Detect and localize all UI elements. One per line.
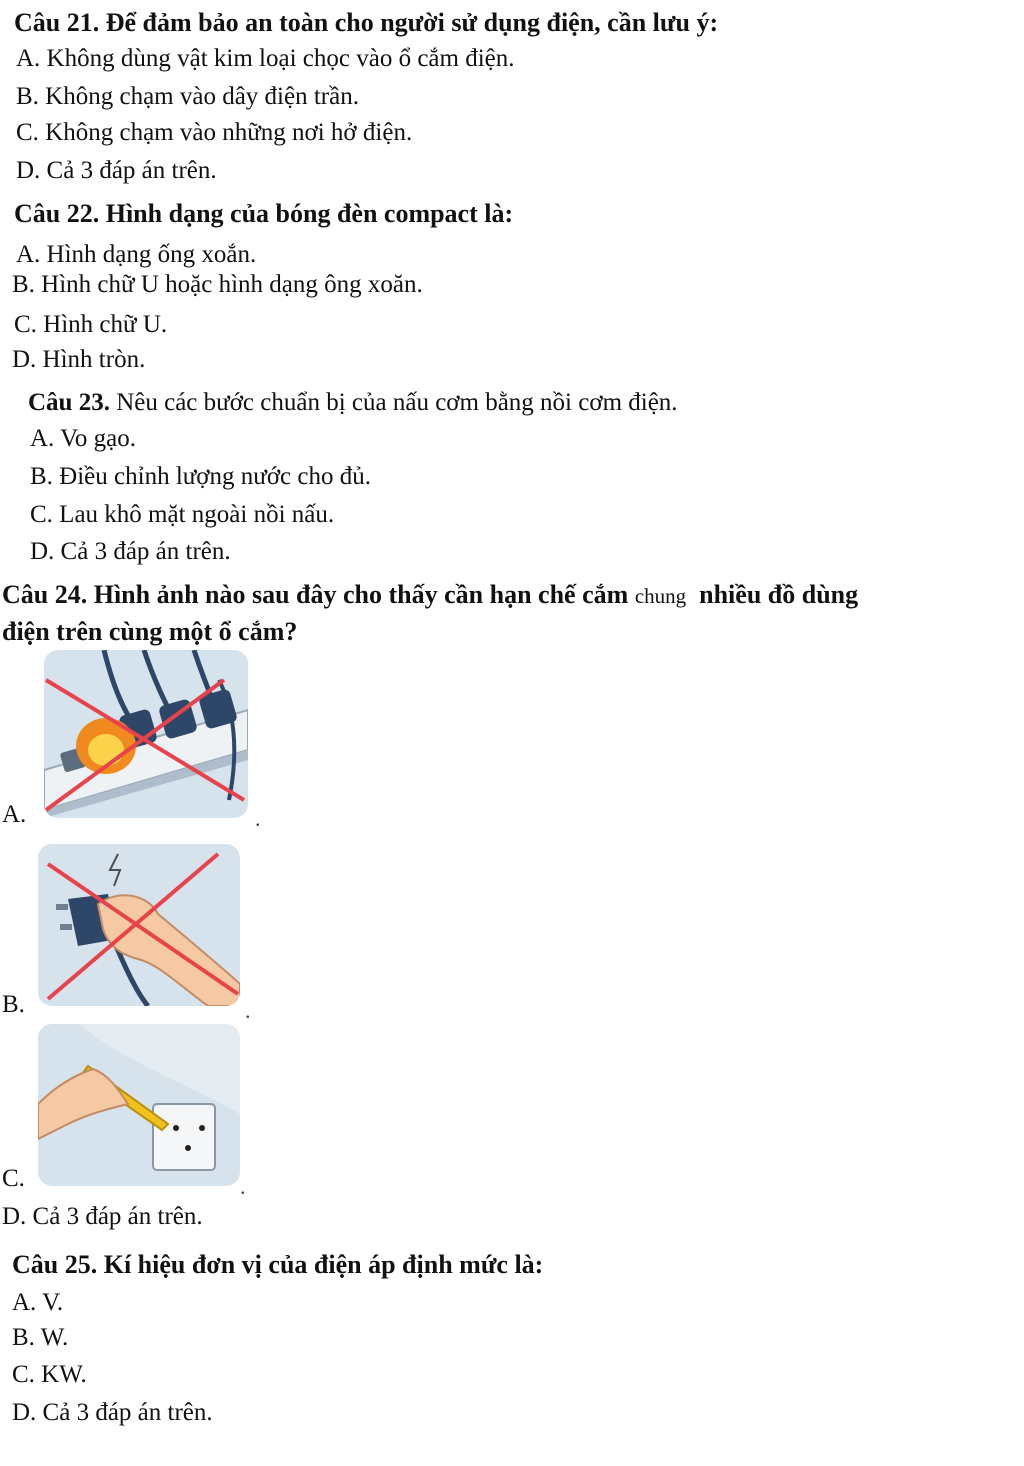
question-22-title: Câu 22. Hình dạng của bóng đèn compact là: <box>14 199 514 228</box>
q25-option-b: B. W. <box>12 1324 69 1351</box>
wall-socket <box>153 1104 215 1170</box>
q22-option-a: A. Hình dạng ống xoắn. <box>16 241 257 268</box>
q21-option-d: D. Cả 3 đáp án trên. <box>16 157 217 184</box>
socket-hole <box>199 1125 205 1131</box>
socket-hole <box>185 1145 191 1151</box>
q21-option-c: C. Không chạm vào những nơi hở điện. <box>16 119 413 146</box>
question-24-title-small: chung <box>634 584 687 608</box>
question-24-title-part1: Câu 24. Hình ảnh nào sau đây cho thấy cần hạn chế cắm <box>2 580 629 609</box>
image-option-b <box>38 844 240 1006</box>
socket-hole <box>173 1125 179 1131</box>
question-23-text: Nêu các bước chuẩn bị của nấu cơm bằng nồi cơm điện. <box>116 389 678 416</box>
fire-core <box>88 734 124 766</box>
image-option-c <box>38 1024 240 1186</box>
period-mark: . <box>255 806 261 831</box>
q21-option-b: B. Không chạm vào dây điện trần. <box>16 83 359 110</box>
question-24-title-line2: điện trên cùng một ổ cắm? <box>2 617 298 646</box>
q24-label-c: C. <box>2 1165 25 1192</box>
q23-option-b: B. Điều chỉnh lượng nước cho đủ. <box>30 463 371 490</box>
q22-option-c: C. Hình chữ U. <box>14 311 168 338</box>
q25-option-c: C. KW. <box>12 1361 87 1388</box>
q25-option-d: D. Cả 3 đáp án trên. <box>12 1399 213 1426</box>
q22-option-b: B. Hình chữ U hoặc hình dạng ông xoăn. <box>12 271 423 298</box>
q24-option-d: D. Cả 3 đáp án trên. <box>2 1203 203 1230</box>
q23-option-c: C. Lau khô mặt ngoài nồi nấu. <box>30 501 335 528</box>
question-21-title: Câu 21. Để đảm bảo an toàn cho người sử dụng điện, cần lưu ý: <box>14 8 719 37</box>
question-23-title <box>28 388 678 418</box>
period-mark: . <box>240 1174 246 1199</box>
q25-option-a: A. V. <box>12 1289 64 1316</box>
question-25-title: Câu 25. Kí hiệu đơn vị của điện áp định mức là: <box>12 1250 544 1279</box>
q23-option-a: A. Vo gạo. <box>30 425 137 452</box>
plug-pin <box>56 904 68 910</box>
q22-option-d: D. Hình tròn. <box>12 346 146 373</box>
q21-option-a: A. Không dùng vật kim loại chọc vào ổ cắm điện. <box>16 45 515 72</box>
question-24-title <box>2 580 858 611</box>
plug-pin <box>60 924 72 930</box>
question-23-label: Câu 23. <box>28 389 110 416</box>
q24-label-b: B. <box>2 991 25 1018</box>
period-mark: . <box>245 998 251 1023</box>
q24-label-a: A. <box>2 801 27 828</box>
question-24-title-part2: nhiều đồ dùng <box>699 580 859 609</box>
image-option-a <box>44 650 248 818</box>
q23-option-d: D. Cả 3 đáp án trên. <box>30 538 231 565</box>
